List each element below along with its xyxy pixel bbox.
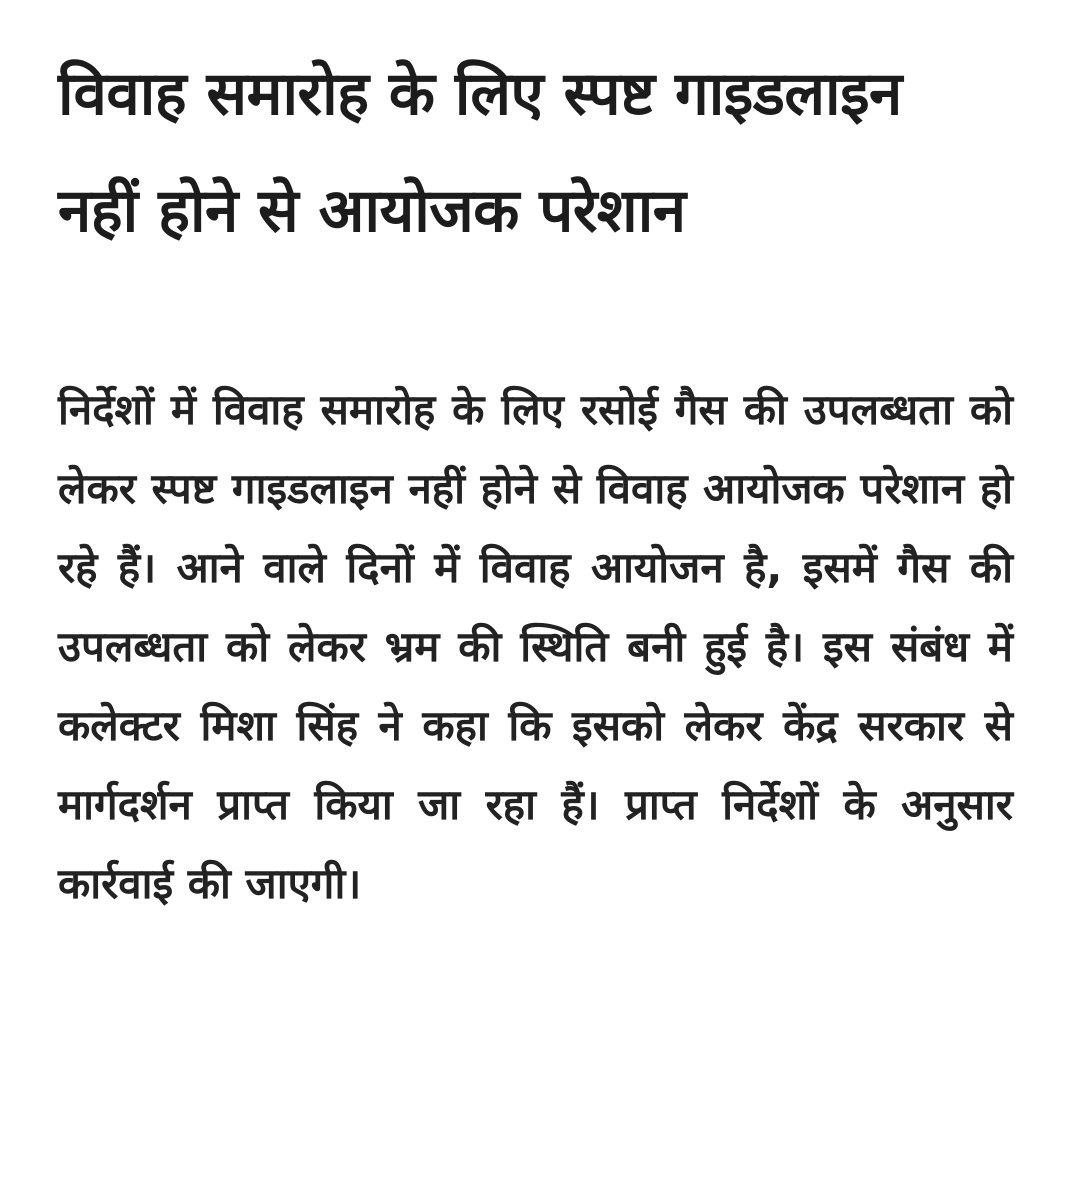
news-article xyxy=(58,40,1033,923)
article-body: निर्देशों में विवाह समारोह के लिए रसोई गैस की उपलब्धता को लेकर स्पष्ट गाइडलाइन नहीं होने से विवाह आयोजक परेशान हो रहे हैं। आने वाले दिनों में विवाह आयोजन है, इसमें गैस की उपलब्धता को लेकर भ्रम की स्थिति बनी हुई है। इस संबंध में कलेक्टर मिशा सिंह ने कहा कि इसको लेकर केंद्र सरकार से मार्गदर्शन प्राप्त किया जा रहा हैं। प्राप्त निर्देशों के अनुसार कार्रवाई की जाएगी। xyxy=(58,385,1013,908)
article-headline: विवाह समारोह के लिए स्पष्ट गाइडलाइन नहीं होने से आयोजक परेशान xyxy=(58,59,902,246)
